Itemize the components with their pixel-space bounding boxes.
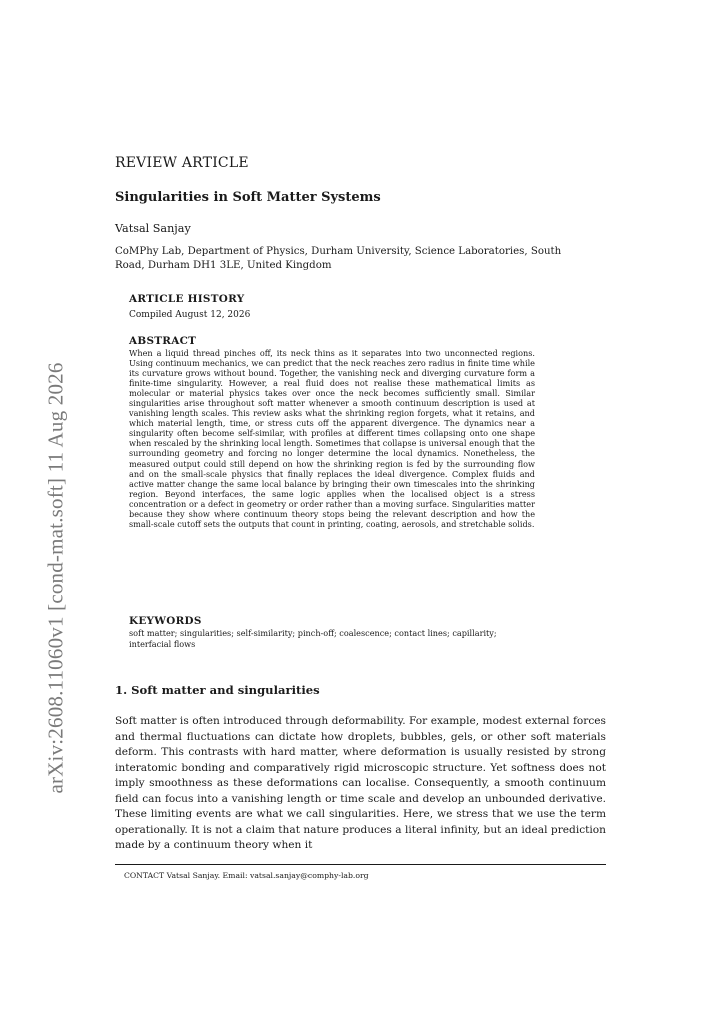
compiled-date: Compiled August 12, 2026 bbox=[129, 310, 251, 320]
contact-footnote: CONTACT Vatsal Sanjay. Email: vatsal.sanjay@comphy-lab.org bbox=[124, 871, 369, 880]
footnote-divider bbox=[115, 864, 606, 865]
author-affiliation: CoMPhy Lab, Department of Physics, Durham University, Science Laboratories, South Road, Durham DH1 3LE, United Kingdom bbox=[115, 246, 562, 271]
article-history-heading: ARTICLE HISTORY bbox=[129, 293, 245, 305]
author-name: Vatsal Sanjay bbox=[115, 222, 191, 235]
section-body-paragraph: Soft matter is often introduced through deformability. For example, modest external forces and thermal fluctuations can dictate how droplets, bubbles, gels, or other soft materials deform. This contrasts with hard matter, where deformation is usually resisted by strong interatomic bonding and comparatively rigid microscopic structure. Yet softness does not imply smoothness as these deformations can localise. Consequently, a smooth continuum field can focus into a vanishing length or time scale and develop an unbounded derivative. These limiting events are what we call singularities. Here, we stress that we use the term operationally. It is not a claim that nature produces a literal infinity, but an ideal prediction made by a continuum theory when it bbox=[115, 715, 606, 851]
arxiv-identifier-stamp: arXiv:2608.11060v1 [cond-mat.soft] 11 Aug 2026 bbox=[43, 362, 68, 794]
keywords-heading: KEYWORDS bbox=[129, 615, 202, 627]
article-type-label: REVIEW ARTICLE bbox=[115, 155, 249, 171]
paper-title: Singularities in Soft Matter Systems bbox=[115, 190, 381, 205]
abstract-text: When a liquid thread pinches off, its neck thins as it separates into two unconnected regions. Using continuum mechanics, we can predict that the neck reaches zero radius in finite time while its curvature grows without bound. Together, the vanishing neck and diverging curvature form a finite-time singularity. However, a real fluid does not realise these mathematical limits as molecular or material physics takes over once the neck becomes sufficiently small. Similar singularities arise throughout soft matter whenever a smooth continuum description is used at vanishing length scales. This review asks what the shrinking region forgets, what it retains, and which material length, time, or stress cuts off the apparent divergence. The dynamics near a singularity often become self-similar, with profiles at different times collapsing onto one shape when rescaled by the shrinking local length. Sometimes that collapse is universal enough that the surrounding geometry and forcing no longer determine the local dynamics. Nonetheless, the measured output could still depend on how the shrinking region is fed by the surrounding flow and on the small-scale physics that finally replaces the ideal divergence. Complex fluids and active matter change the same local balance by bringing their own timescales into the shrinking region. Beyond interfaces, the same logic applies when the localised object is a stress concentration or a defect in geometry or order rather than a moving surface. Singularities matter because they show where continuum theory stops being the relevant description and how the small-scale cutoff sets the outputs that count in printing, coating, aerosols, and stretchable solids. bbox=[129, 348, 535, 529]
section-heading: 1. Soft matter and singularities bbox=[115, 683, 320, 697]
abstract-heading: ABSTRACT bbox=[129, 335, 197, 347]
keywords-list: soft matter; singularities; self-similarity; pinch-off; coalescence; contact lines; capillarity; interfacial flows bbox=[129, 628, 497, 649]
